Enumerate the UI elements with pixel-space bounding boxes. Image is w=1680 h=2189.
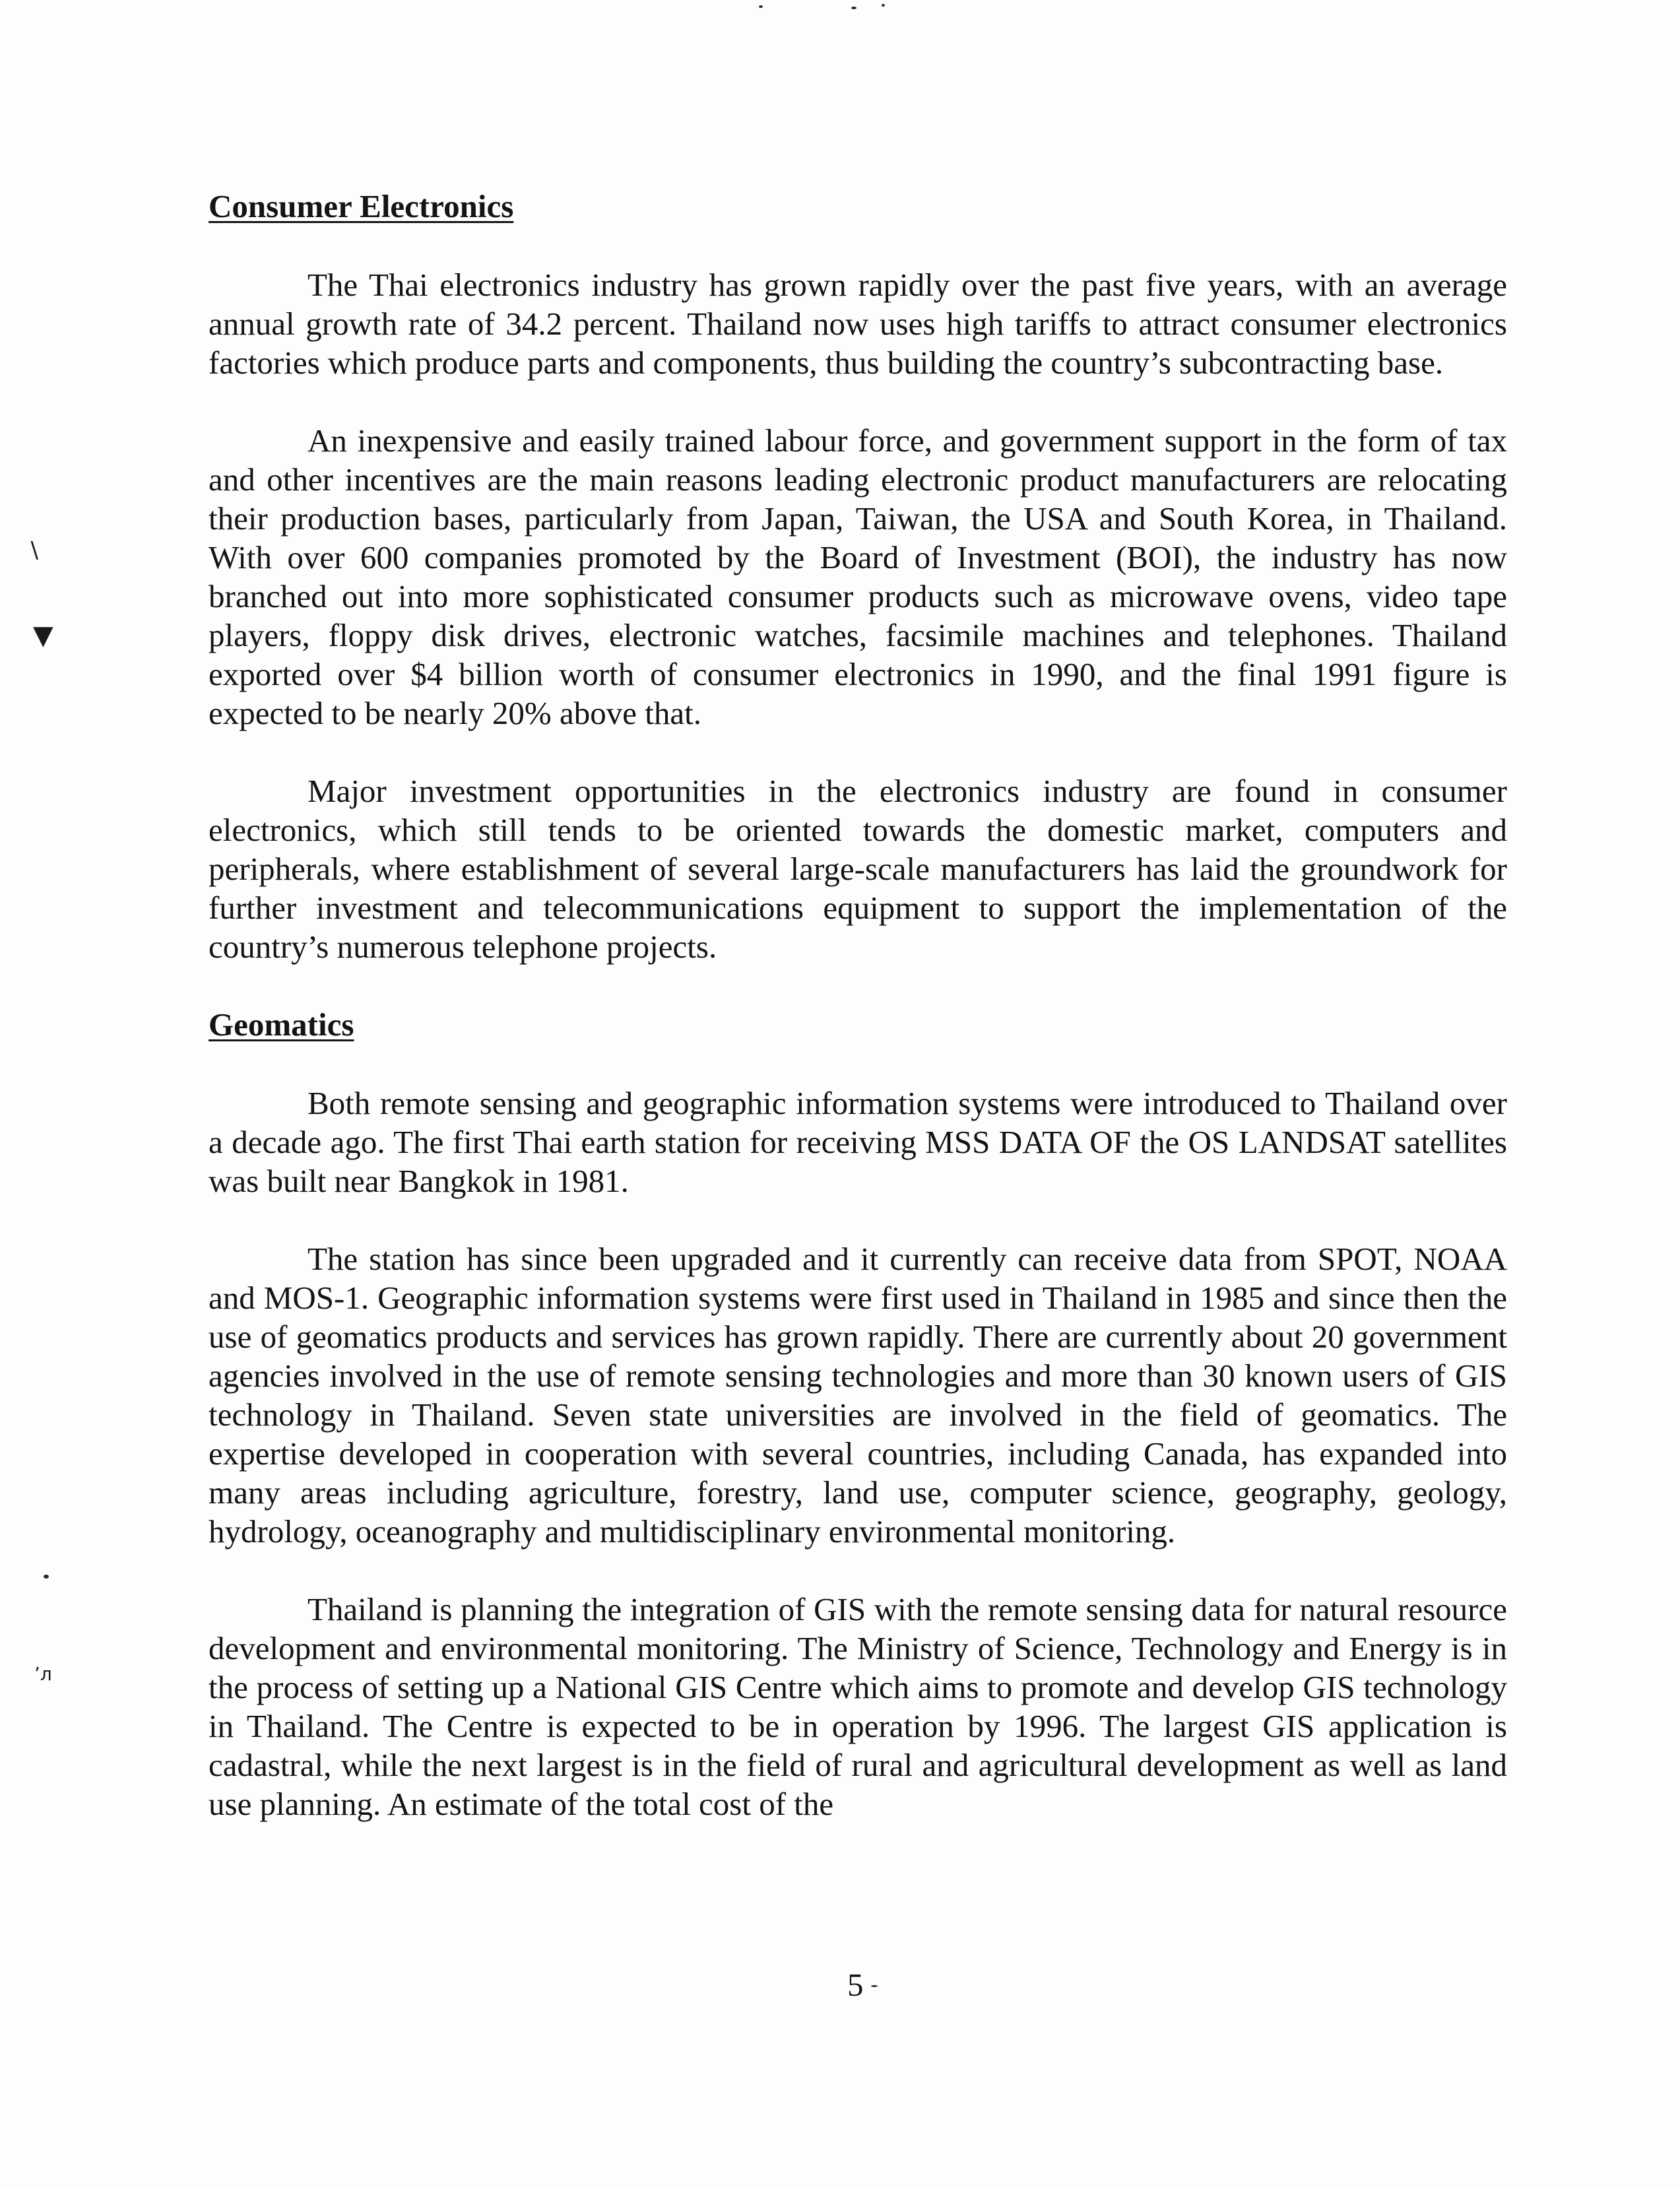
scan-artifact-speck	[44, 1575, 49, 1579]
document-body	[209, 187, 1507, 1823]
scan-artifact-speck	[882, 4, 885, 7]
scan-artifact-speck	[851, 7, 856, 9]
paragraph: Major investment opportunities in the electronics industry are found in consumer electronics, which still tends to be oriented towards the domestic market, computers and peripherals, where establishment of several large-scale manufacturers has laid the groundwork for further investment and telecommunications equipment to support the implementation of the country’s numerous telephone projects.	[209, 773, 1507, 965]
scan-artifact-speck	[759, 5, 763, 8]
scan-artifact-mark: ▼	[33, 620, 53, 651]
scan-artifact-mark: ∖	[26, 538, 41, 564]
paragraph: Both remote sensing and geographic information systems were introduced to Thailand over a decade ago. The first Thai earth station for receiving MSS DATA OF the OS LANDSAT satellites was built near Bangkok in 1981.	[209, 1085, 1507, 1199]
paragraph: The station has since been upgraded and it currently can receive data from SPOT, NOAA and MOS-1. Geographic information systems were first used in Thailand in 1985 and since then the use of geomatics products and services has grown rapidly. There are currently about 20 government agencies involved in the use of remote sensing technologies and more than 30 known users of GIS technology in Thailand. Seven state universities are involved in the field of geomatics. The expertise developed in cooperation with several countries, including Canada, has expanded into many areas including agriculture, forestry, land use, computer science, geography, geology, hydrology, oceanography and multidisciplinary environmental monitoring.	[209, 1241, 1507, 1550]
paragraph: Thailand is planning the integration of GIS with the remote sensing data for natural resource development and environmental monitoring. The Ministry of Science, Technology and Energy is in the process of setting up a National GIS Centre which aims to promote and develop GIS technology in Thailand. The Centre is expected to be in operation by 1996. The largest GIS application is cadastral, while the next largest is in the field of rural and agricultural development as well as land use planning. An estimate of the total cost of the	[209, 1591, 1507, 1822]
scan-artifact-speck	[871, 1985, 878, 1987]
paragraph: An inexpensive and easily trained labour force, and government support in the form of tax and other incentives are the main reasons leading electronic product manufacturers are relocating their production bases, particularly from Japan, Taiwan, the USA and South Korea, in Thailand. With over 600 companies promoted by the Board of Investment (BOI), the industry has now branched out into more sophisticated consumer products such as microwave ovens, video tape players, floppy disk drives, electronic watches, facsimile machines and telephones. Thailand exported over $4 billion worth of consumer electronics in 1990, and the final 1991 figure is expected to be nearly 20% above that.	[209, 422, 1507, 731]
paragraph: The Thai electronics industry has grown rapidly over the past five years, with an average annual growth rate of 34.2 percent. Thailand now uses high tariffs to attract consumer electronics factories which produce parts and components, thus building the country’s subcontracting base.	[209, 267, 1507, 381]
page-number: 5	[847, 1967, 864, 2003]
section-heading-consumer-electronics: Consumer Electronics	[209, 188, 514, 224]
scan-artifact-mark: ’л	[34, 1663, 52, 1685]
section-heading-geomatics: Geomatics	[209, 1006, 354, 1043]
